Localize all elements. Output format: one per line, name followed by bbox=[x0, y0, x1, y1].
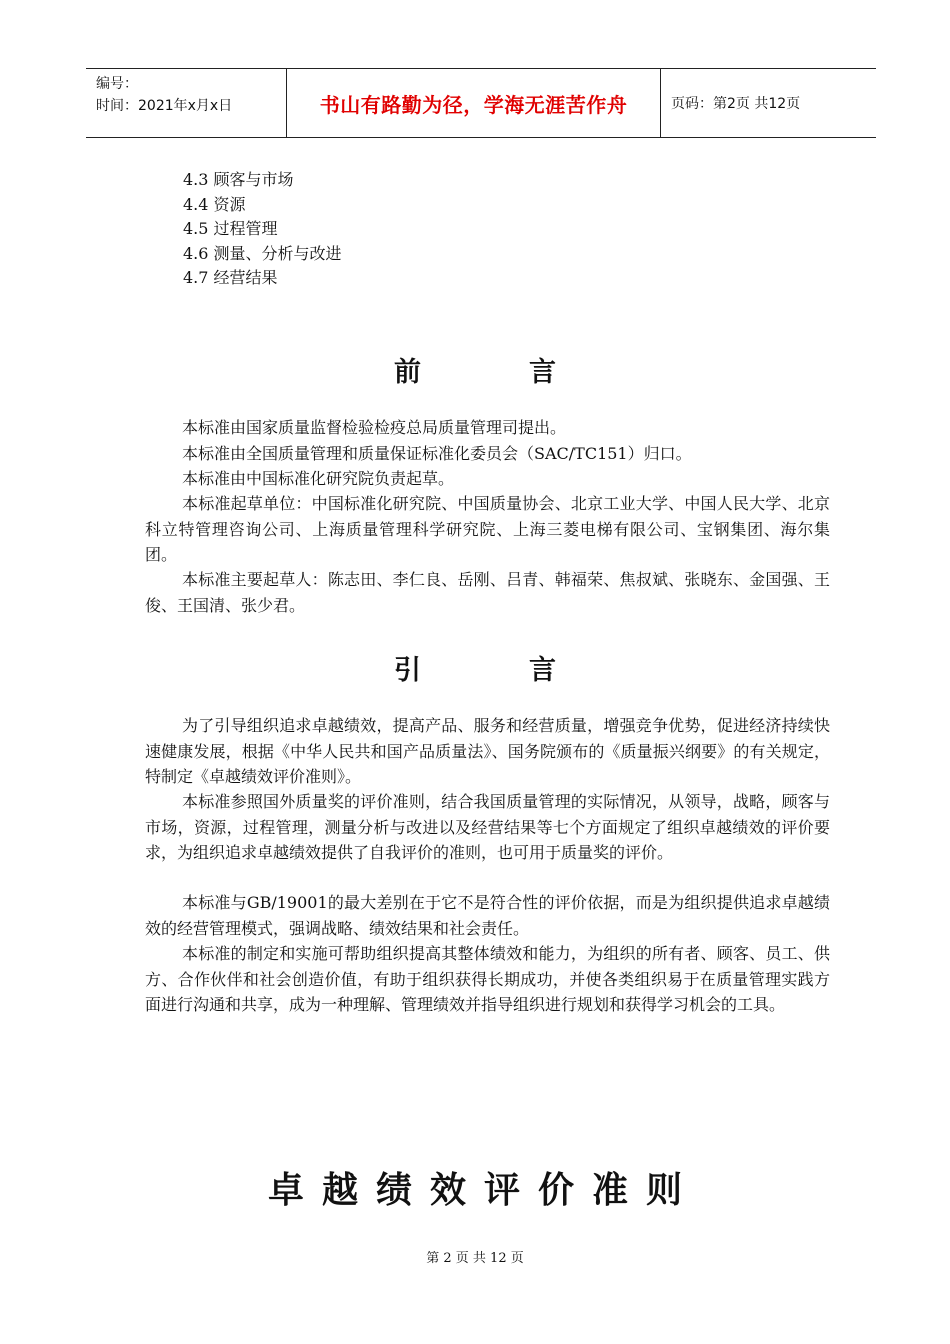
toc-item: 4.7 经营结果 bbox=[183, 268, 278, 287]
preface-title: 前 言 bbox=[394, 357, 556, 388]
toc-item: 4.3 顾客与市场 bbox=[183, 170, 294, 189]
header-motto: 书山有路勤为径，学海无涯苦作舟 bbox=[287, 69, 661, 137]
header-time: 时间：2021年x月x日 bbox=[96, 98, 233, 114]
preface-paragraph: 本标准主要起草人：陈志田、李仁良、岳刚、吕青、韩福荣、焦叔斌、张晓东、金国强、王俊、王国清、张少君。 bbox=[145, 570, 830, 615]
intro-paragraph: 本标准参照国外质量奖的评价准则，结合我国质量管理的实际情况，从领导，战略，顾客与市场，资源，过程管理，测量分析与改进以及经营结果等七个方面规定了组织卓越绩效的评价要求，为组织追求卓越绩效提供了自我评价的准则，也可用于质量奖的评价。 bbox=[145, 792, 830, 862]
preface-paragraph: 本标准由中国标准化研究院负责起草。 bbox=[182, 469, 455, 488]
intro-paragraph: 为了引导组织追求卓越绩效，提高产品、服务和经营质量，增强竞争优势，促进经济持续快速健康发展，根据《中华人民共和国产品质量法》、国务院颁布的《质量振兴纲要》的有关规定，特制定《卓越绩效评价准则》。 bbox=[145, 716, 830, 786]
header-meta bbox=[86, 69, 287, 137]
toc-item: 4.4 资源 bbox=[183, 194, 246, 214]
intro-title: 引 言 bbox=[394, 655, 556, 686]
header-number: 编号： bbox=[96, 76, 138, 92]
toc-item: 4.5 过程管理 bbox=[183, 219, 278, 238]
page-header bbox=[86, 68, 876, 138]
preface-paragraph: 本标准由全国质量管理和质量保证标准化委员会（SAC/TC151）归口。 bbox=[182, 444, 692, 463]
header-page-info: 页码：第2页 共12页 bbox=[671, 96, 801, 112]
toc-item: 4.6 测量、分析与改进 bbox=[183, 243, 342, 263]
toc-list bbox=[183, 168, 342, 291]
preface-paragraph: 本标准起草单位：中国标准化研究院、中国质量协会、北京工业大学、中国人民大学、北京科立特管理咨询公司、上海质量管理科学研究院、上海三菱电梯有限公司、宝钢集团、海尔集团。 bbox=[145, 494, 830, 564]
intro-paragraph: 本标准与GB/19001的最大差别在于它不是符合性的评价依据，而是为组织提供追求卓越绩效的经营管理模式，强调战略、绩效结果和社会责任。 bbox=[145, 893, 830, 938]
main-title: 卓越绩效评价准则 bbox=[267, 1170, 700, 1211]
preface-paragraph: 本标准由国家质量监督检验检疫总局质量管理司提出。 bbox=[182, 418, 567, 437]
intro-paragraph: 本标准的制定和实施可帮助组织提高其整体绩效和能力，为组织的所有者、顾客、员工、供方、合作伙伴和社会创造价值，有助于组织获得长期成功，并使各类组织易于在质量管理实践方面进行沟通和共享，成为一种理解、管理绩效并指导组织进行规划和获得学习机会的工具。 bbox=[145, 944, 830, 1014]
page-footer: 第 2 页 共 12 页 bbox=[426, 1251, 524, 1266]
